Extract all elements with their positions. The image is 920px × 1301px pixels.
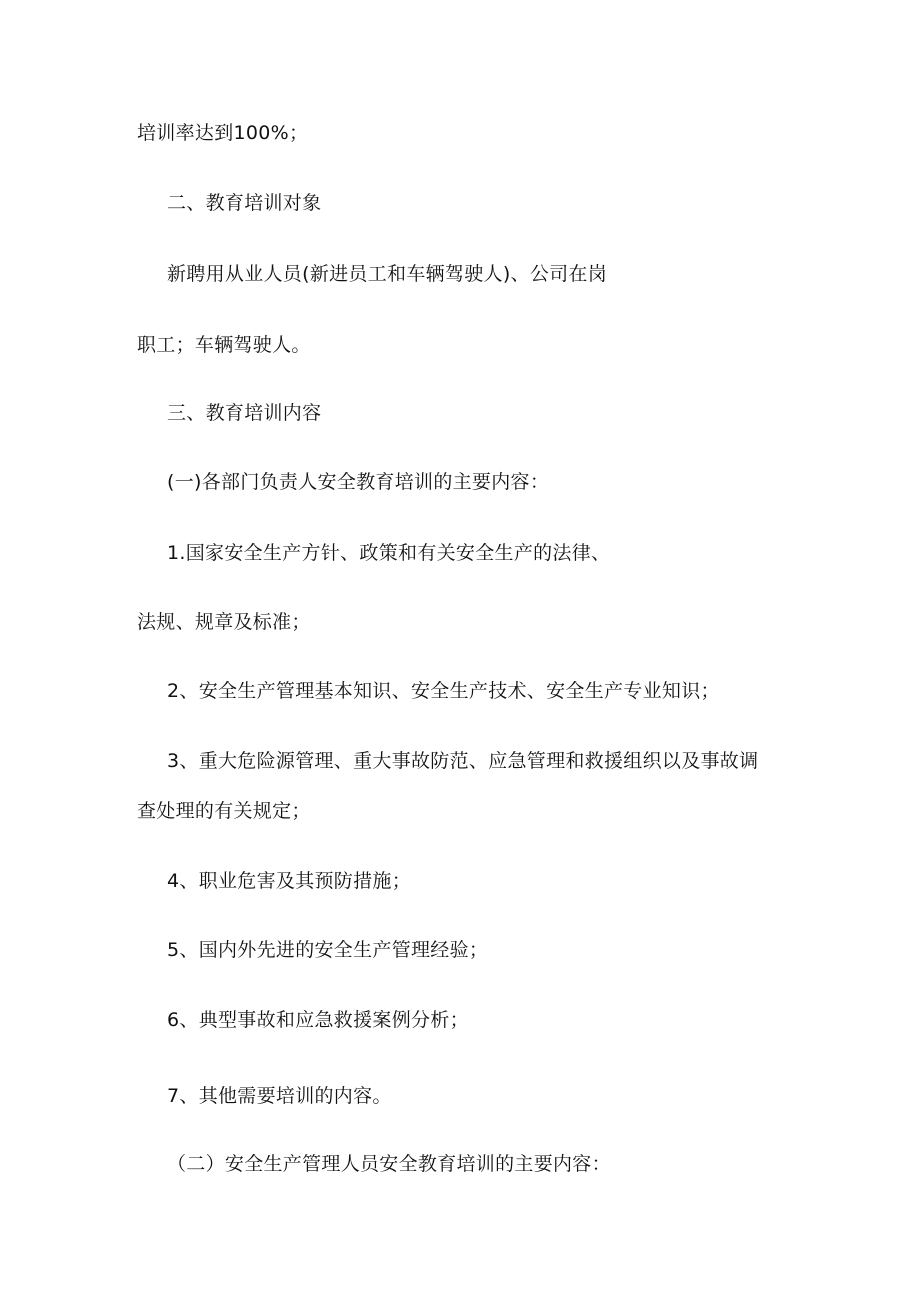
text-line-targets-part1: 新聘用从业人员(新进员工和车辆驾驶人)、公司在岗 xyxy=(167,263,608,285)
list-item-3-part1: 3、重大危险源管理、重大事故防范、应急管理和救援组织以及事故调 xyxy=(167,750,759,772)
list-item-6: 6、典型事故和应急救援案例分析； xyxy=(167,1009,469,1031)
list-item-1-part2: 法规、规章及标准； xyxy=(137,611,311,633)
list-item-7: 7、其他需要培训的内容。 xyxy=(167,1085,392,1107)
list-item-1-part1: 1.国家安全生产方针、政策和有关安全生产的法律、 xyxy=(167,542,611,564)
text-line-training-rate: 培训率达到100%； xyxy=(137,122,309,144)
list-item-3-part2: 查处理的有关规定； xyxy=(137,800,311,822)
text-line-targets-part2: 职工；车辆驾驶人。 xyxy=(137,334,311,356)
list-item-5: 5、国内外先进的安全生产管理经验； xyxy=(167,939,489,961)
subsection-heading-department-heads: (一)各部门负责人安全教育培训的主要内容： xyxy=(167,471,550,493)
section-heading-training-content: 三、教育培训内容 xyxy=(167,402,322,424)
list-item-2: 2、安全生产管理基本知识、安全生产技术、安全生产专业知识； xyxy=(167,680,720,702)
list-item-4: 4、职业危害及其预防措施； xyxy=(167,870,411,892)
section-heading-training-targets: 二、教育培训对象 xyxy=(167,192,322,214)
subsection-heading-safety-managers: （二）安全生产管理人员安全教育培训的主要内容： xyxy=(167,1153,611,1175)
